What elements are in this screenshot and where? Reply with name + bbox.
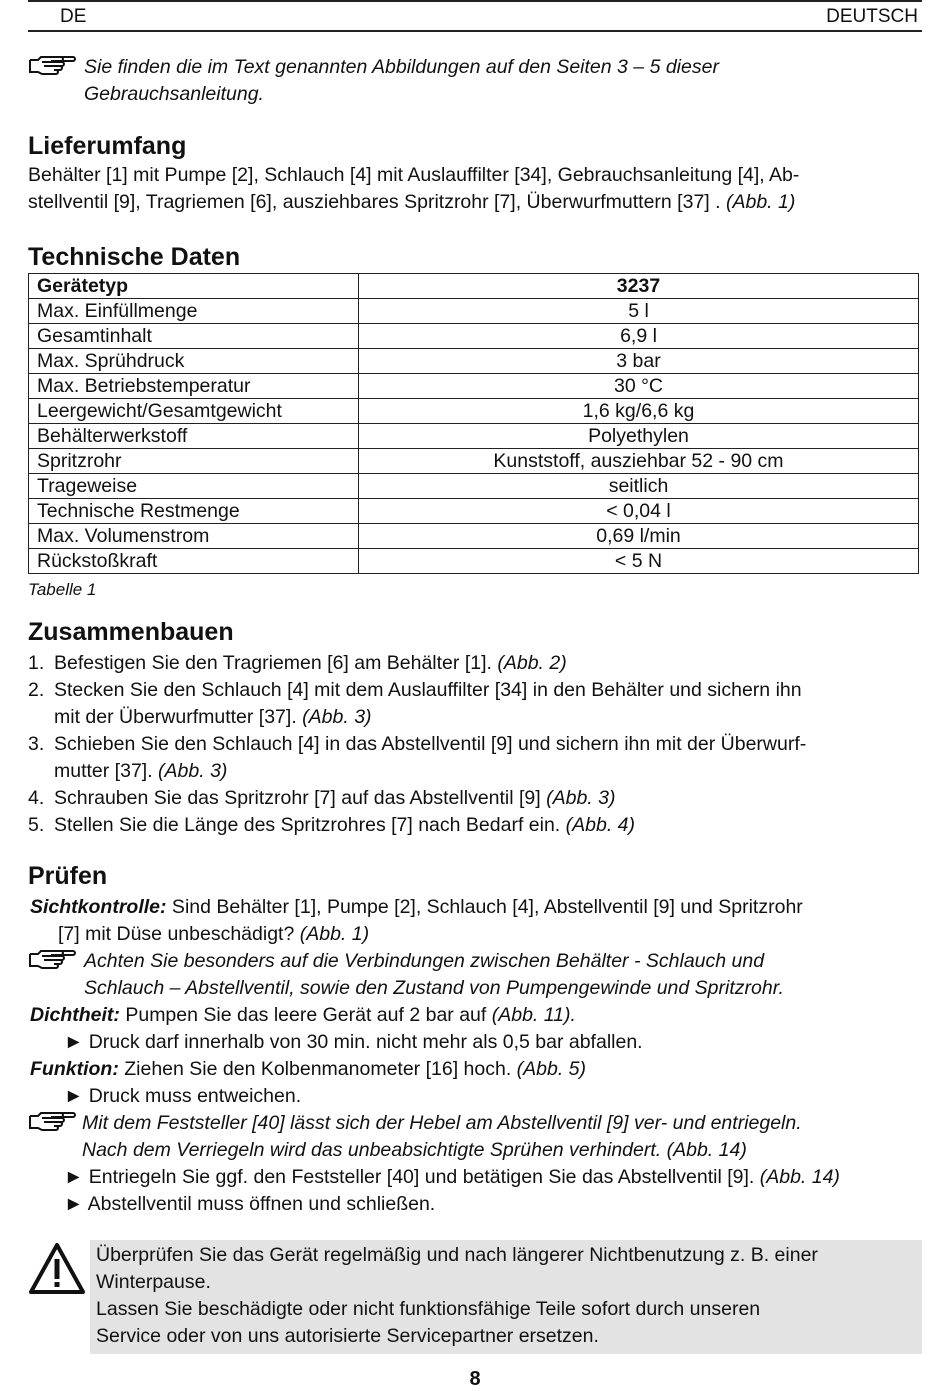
intro-note: [28, 54, 910, 108]
step-number: 5.: [28, 814, 45, 836]
step-text: Schrauben Sie das Spritzrohr [7] auf das Abstellventil [9]: [54, 787, 547, 809]
table-row: [29, 499, 919, 524]
list-item: [28, 812, 920, 839]
verriegelung-steps: [30, 1164, 920, 1218]
dichtheit-text: Pumpen Sie das leere Gerät auf 2 bar auf: [119, 1004, 492, 1026]
language-name: DEUTSCH: [826, 6, 918, 27]
step-entriegeln-text: ► Entriegeln Sie ggf. den Feststeller [40] und betätigen Sie das Abstellventil [9].: [64, 1166, 760, 1188]
table-row: [29, 274, 919, 299]
figure-ref: (Abb. 3): [158, 760, 228, 782]
figure-ref: (Abb. 14): [759, 1166, 840, 1188]
spec-value: < 5 N: [359, 549, 919, 574]
step-abstellventil: ► Abstellventil muss öffnen und schließen.: [64, 1193, 436, 1215]
warning-line-2: Winterpause.: [96, 1271, 211, 1293]
section-title-technische-daten: Technische Daten: [28, 243, 241, 271]
sichtkontrolle-text: Sind Behälter [1], Pumpe [2], Schlauch [4], Abstellventil [9] und Spritzrohr: [166, 896, 803, 918]
table-row: [29, 399, 919, 424]
spec-value: < 0,04 l: [359, 499, 919, 524]
spec-table: [28, 273, 919, 574]
spec-value: Kunststoff, ausziehbar 52 - 90 cm: [359, 449, 919, 474]
warning-line-4: Service oder von uns autorisierte Servicepartner ersetzen.: [96, 1325, 599, 1347]
sichtkontrolle-line-1: [30, 894, 920, 921]
figure-ref: (Abb. 4): [565, 814, 636, 836]
spec-value: 6,9 l: [359, 324, 919, 349]
table-row: [29, 474, 919, 499]
page-header: [28, 0, 922, 32]
warning-triangle-icon: [28, 1242, 86, 1296]
note-2-line-2: Nach dem Verriegeln wird das unbeabsichtigte Sprühen verhindert. (Abb. 14): [82, 1139, 747, 1161]
lieferumfang-line-2-text: stellventil [9], Tragriemen [6], ausziehbares Spritzrohr [7], Überwurfmuttern [37] .: [28, 191, 726, 213]
spec-value: Polyethylen: [359, 424, 919, 449]
spec-value: 3 bar: [359, 349, 919, 374]
figure-ref: (Abb. 3): [546, 787, 616, 809]
table-row: [29, 299, 919, 324]
sichtkontrolle-text-2: [7] mit Düse unbeschädigt?: [58, 923, 300, 945]
spec-label: Rückstoßkraft: [29, 549, 359, 574]
table-row: [29, 424, 919, 449]
pointing-hand-icon: [28, 948, 78, 972]
step-text-continued: mutter [37].: [54, 760, 159, 782]
figure-ref: (Abb. 1): [299, 923, 370, 945]
dichtheit-block: [30, 1002, 920, 1110]
pruefen-note-2: [28, 1110, 910, 1164]
spec-value: 0,69 l/min: [359, 524, 919, 549]
figure-ref: (Abb. 5): [516, 1058, 587, 1080]
step-number: 4.: [28, 787, 45, 809]
sichtkontrolle-line-2: [30, 921, 920, 948]
spec-label: Max. Volumenstrom: [29, 524, 359, 549]
spec-label: Gesamtinhalt: [29, 324, 359, 349]
spec-label: Gerätetyp: [29, 274, 359, 299]
funktion-label: Funktion:: [30, 1058, 119, 1080]
spec-value: 5 l: [359, 299, 919, 324]
lieferumfang-line-1: Behälter [1] mit Pumpe [2], Schlauch [4] mit Auslauffilter [34], Gebrauchsanleitung [4], Ab-: [28, 164, 800, 186]
spec-label: Trageweise: [29, 474, 359, 499]
warning-line-3: Lassen Sie beschädigte oder nicht funktionsfähige Teile sofort durch unseren: [96, 1298, 761, 1320]
sichtkontrolle-label: Sichtkontrolle:: [30, 896, 167, 918]
spec-label: Max. Sprühdruck: [29, 349, 359, 374]
table-row: [29, 374, 919, 399]
lieferumfang-line-2: [28, 189, 910, 216]
spec-label: Max. Einfüllmenge: [29, 299, 359, 324]
step-text: Stecken Sie den Schlauch [4] mit dem Auslauffilter [34] in den Behälter und sichern ihn: [54, 679, 802, 701]
table-caption: Tabelle 1: [28, 580, 97, 599]
step-text: Befestigen Sie den Tragriemen [6] am Behälter [1].: [54, 652, 498, 674]
table-row: [29, 549, 919, 574]
step-number: 2.: [28, 679, 45, 701]
table-row: [29, 324, 919, 349]
warning-text: [90, 1240, 922, 1354]
dichtheit-label: Dichtheit:: [30, 1004, 120, 1026]
funktion-line: [30, 1056, 920, 1083]
spec-label: Spritzrohr: [29, 449, 359, 474]
step-number: 3.: [28, 733, 45, 755]
warning-line-1: Überprüfen Sie das Gerät regelmäßig und nach längerer Nichtbenutzung z. B. einer: [96, 1244, 818, 1266]
figure-ref: (Abb. 1): [725, 191, 796, 213]
warning-box: [28, 1240, 922, 1354]
dichtheit-result: ► Druck darf innerhalb von 30 min. nicht mehr als 0,5 bar abfallen.: [64, 1031, 643, 1053]
note-1-line-1: Achten Sie besonders auf die Verbindungen zwischen Behälter - Schlauch und: [84, 950, 765, 972]
page-number: 8: [469, 1368, 481, 1390]
spec-value: 30 °C: [359, 374, 919, 399]
step-entriegeln: [30, 1164, 920, 1191]
pointing-hand-icon: [28, 1110, 78, 1134]
list-item: [28, 650, 920, 677]
note-1-line-2: Schlauch – Abstellventil, sowie den Zustand von Pumpengewinde und Spritzrohr.: [84, 977, 784, 999]
spec-label: Behälterwerkstoff: [29, 424, 359, 449]
table-row: [29, 524, 919, 549]
section-title-pruefen: Prüfen: [28, 862, 108, 890]
list-item: [28, 677, 920, 731]
language-code: DE: [60, 6, 87, 27]
list-item: [28, 785, 920, 812]
spec-label: Max. Betriebstemperatur: [29, 374, 359, 399]
sichtkontrolle-block: [30, 894, 920, 948]
pointing-hand-icon: [28, 54, 78, 78]
spec-value: 3237: [359, 274, 919, 299]
spec-label: Technische Restmenge: [29, 499, 359, 524]
pruefen-note-1: [28, 948, 910, 1002]
figure-ref: (Abb. 11).: [491, 1004, 576, 1026]
note-2-line-1: Mit dem Feststeller [40] lässt sich der Hebel am Abstellventil [9] ver- und entriegeln.: [82, 1112, 802, 1134]
step-number: 1.: [28, 652, 45, 674]
spec-value: seitlich: [359, 474, 919, 499]
step-text: Schieben Sie den Schlauch [4] in das Abstellventil [9] und sichern ihn mit der Überwurf-: [54, 733, 807, 755]
intro-note-line-1: Sie finden die im Text genannten Abbildungen auf den Seiten 3 – 5 dieser: [84, 56, 719, 78]
step-text: Stellen Sie die Länge des Spritzrohres [7] nach Bedarf ein.: [54, 814, 566, 836]
lieferumfang-text: [28, 162, 910, 216]
funktion-text: Ziehen Sie den Kolbenmanometer [16] hoch.: [118, 1058, 517, 1080]
section-title-lieferumfang: Lieferumfang: [28, 132, 187, 160]
section-title-zusammenbauen: Zusammenbauen: [28, 618, 234, 646]
spec-value: 1,6 kg/6,6 kg: [359, 399, 919, 424]
step-text-continued: mit der Überwurfmutter [37].: [54, 706, 303, 728]
list-item: [28, 731, 920, 785]
intro-note-line-2: Gebrauchsanleitung.: [84, 83, 264, 105]
dichtheit-line: [30, 1002, 920, 1029]
funktion-result: ► Druck muss entweichen.: [64, 1085, 302, 1107]
table-row: [29, 349, 919, 374]
figure-ref: (Abb. 2): [497, 652, 567, 674]
spec-label: Leergewicht/Gesamtgewicht: [29, 399, 359, 424]
table-row: [29, 449, 919, 474]
assembly-steps: [28, 650, 920, 839]
figure-ref: (Abb. 3): [302, 706, 372, 728]
